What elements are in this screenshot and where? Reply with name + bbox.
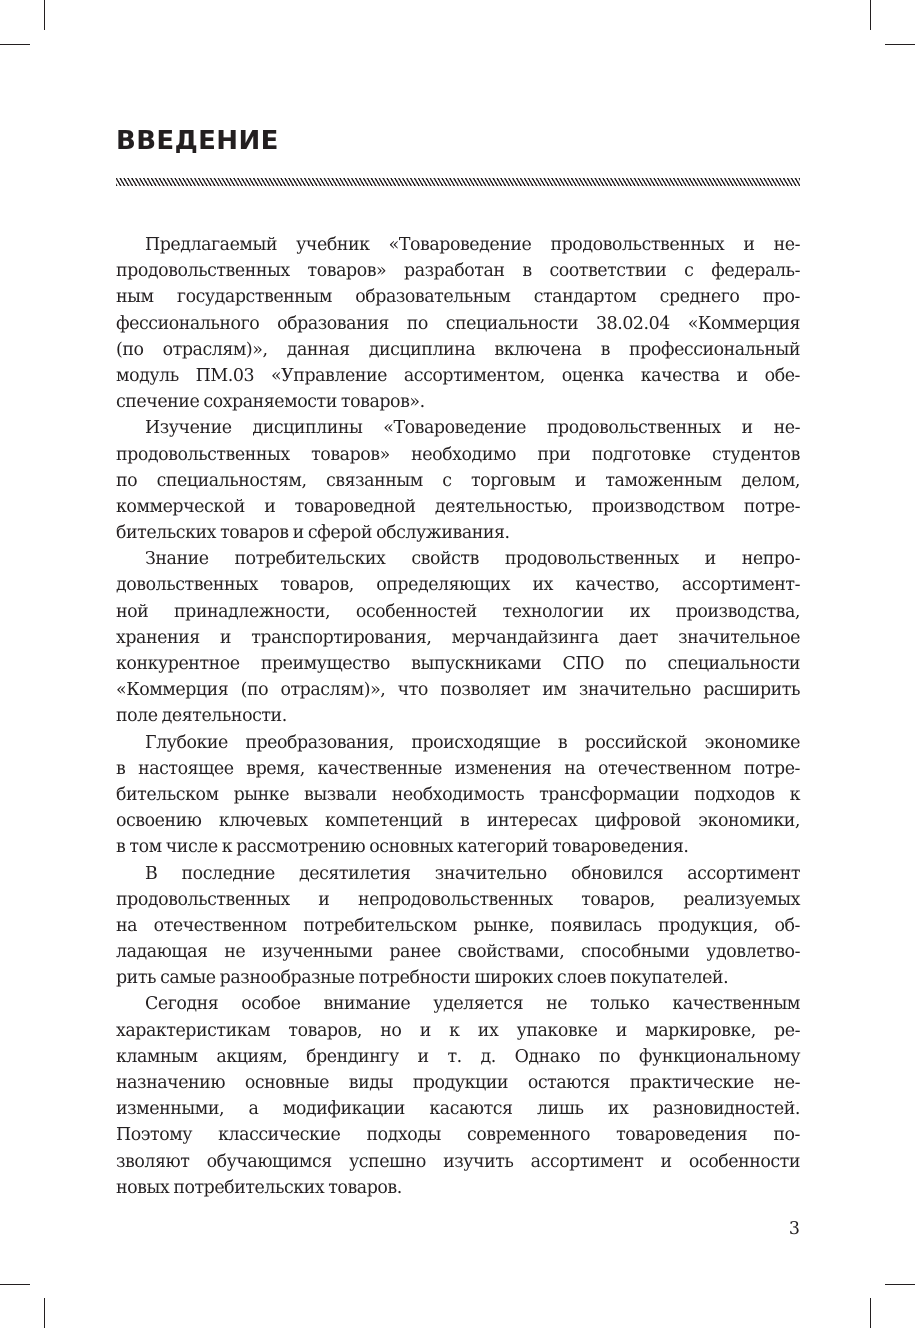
text-line: продовольственных товаров» необходимо при подготовке студентов — [116, 444, 800, 465]
text-line: продовольственных товаров» разработан в соответствии с федераль- — [116, 261, 800, 282]
crop-mark-top-right-horizontal — [885, 44, 915, 45]
text-line: назначению основные виды продукции остаются практические не- — [116, 1073, 800, 1093]
text-line: на отечественном потребительском рынке, появилась продукция, об- — [116, 915, 800, 936]
text-line: Поэтому классические подходы современного товароведения по- — [116, 1125, 800, 1146]
heading-hatched-rule — [116, 178, 800, 186]
text-line: Изучение дисциплины «Товароведение продовольственных и не- — [145, 418, 800, 439]
text-line: бительском рынке вызвали необходимость трансформации подходов к — [116, 784, 800, 805]
text-line: зволяют обучающимся успешно изучить ассортимент и особенности — [116, 1151, 800, 1172]
crop-mark-top-right-vertical — [870, 0, 871, 30]
text-line: «Коммерция (по отраслям)», что позволяет им значительно расширить — [116, 680, 800, 701]
text-line: ным государственным образовательным стандартом среднего про- — [116, 287, 800, 308]
text-line: рить самые разнообразные потребности широких слоев покупателей. — [116, 968, 729, 989]
text-line: В последние десятилетия значительно обновился ассортимент — [145, 863, 800, 884]
text-line: новых потребительских товаров. — [116, 1177, 402, 1198]
crop-mark-bottom-right-horizontal — [885, 1284, 915, 1285]
text-line: продовольственных и непродовольственных товаров, реализуемых — [116, 889, 800, 910]
text-line: ной принадлежности, особенностей технологии их производства, — [116, 601, 800, 622]
crop-mark-bottom-right-vertical — [870, 1298, 871, 1328]
text-line: Сегодня особое внимание уделяется не только качественным — [145, 994, 800, 1015]
text-line: освоению ключевых компетенций в интересах цифровой экономики, — [116, 811, 800, 832]
text-line: Предлагаемый учебник «Товароведение продовольственных и не- — [145, 235, 800, 255]
text-line: Знание потребительских свойств продовольственных и непро- — [145, 549, 800, 570]
text-line: хранения и транспортирования, мерчандайзинга дает значительное — [116, 627, 800, 648]
page-number: 3 — [788, 1219, 800, 1239]
text-line: характеристикам товаров, но и к их упаковке и маркировке, ре- — [116, 1020, 800, 1041]
text-line: в настоящее время, качественные изменения на отечественном потре- — [116, 758, 800, 779]
crop-mark-bottom-left-vertical — [44, 1298, 45, 1328]
text-line: ладающая не изученными ранее свойствами, способными удовлетво- — [116, 942, 800, 963]
text-line: поле деятельности. — [116, 706, 287, 727]
chapter-heading: ВВЕДЕНИЕ — [116, 126, 279, 156]
body-text — [116, 232, 800, 1201]
text-line: изменными, а модификации касаются лишь их разновидностей. — [116, 1099, 800, 1120]
text-line: фессионального образования по специальности 38.02.04 «Коммерция — [116, 313, 800, 334]
text-line: Глубокие преобразования, происходящие в российской экономике — [145, 732, 800, 753]
text-line: по специальностям, связанным с торговым и таможенным делом, — [116, 470, 800, 491]
text-line: спечение сохраняемости товаров». — [116, 392, 425, 413]
text-line: в том числе к рассмотрению основных категорий товароведения. — [116, 837, 689, 858]
text-line: довольственных товаров, определяющих их качество, ассортимент- — [116, 575, 800, 596]
crop-mark-top-left-vertical — [44, 0, 45, 30]
text-line: конкурентное преимущество выпускниками СПО по специальности — [116, 654, 800, 674]
text-line: бительских товаров и сферой обслуживания. — [116, 523, 510, 544]
crop-mark-top-left-horizontal — [0, 44, 30, 45]
crop-mark-bottom-left-horizontal — [0, 1284, 30, 1285]
text-line: кламным акциям, брендингу и т. д. Однако по функциональному — [116, 1046, 800, 1067]
text-line: модуль ПМ.03 «Управление ассортиментом, оценка качества и обе- — [116, 365, 800, 386]
text-line: коммерческой и товароведной деятельностью, производством потре- — [116, 496, 800, 517]
text-line: (по отраслям)», данная дисциплина включена в профессиональный — [116, 339, 800, 360]
